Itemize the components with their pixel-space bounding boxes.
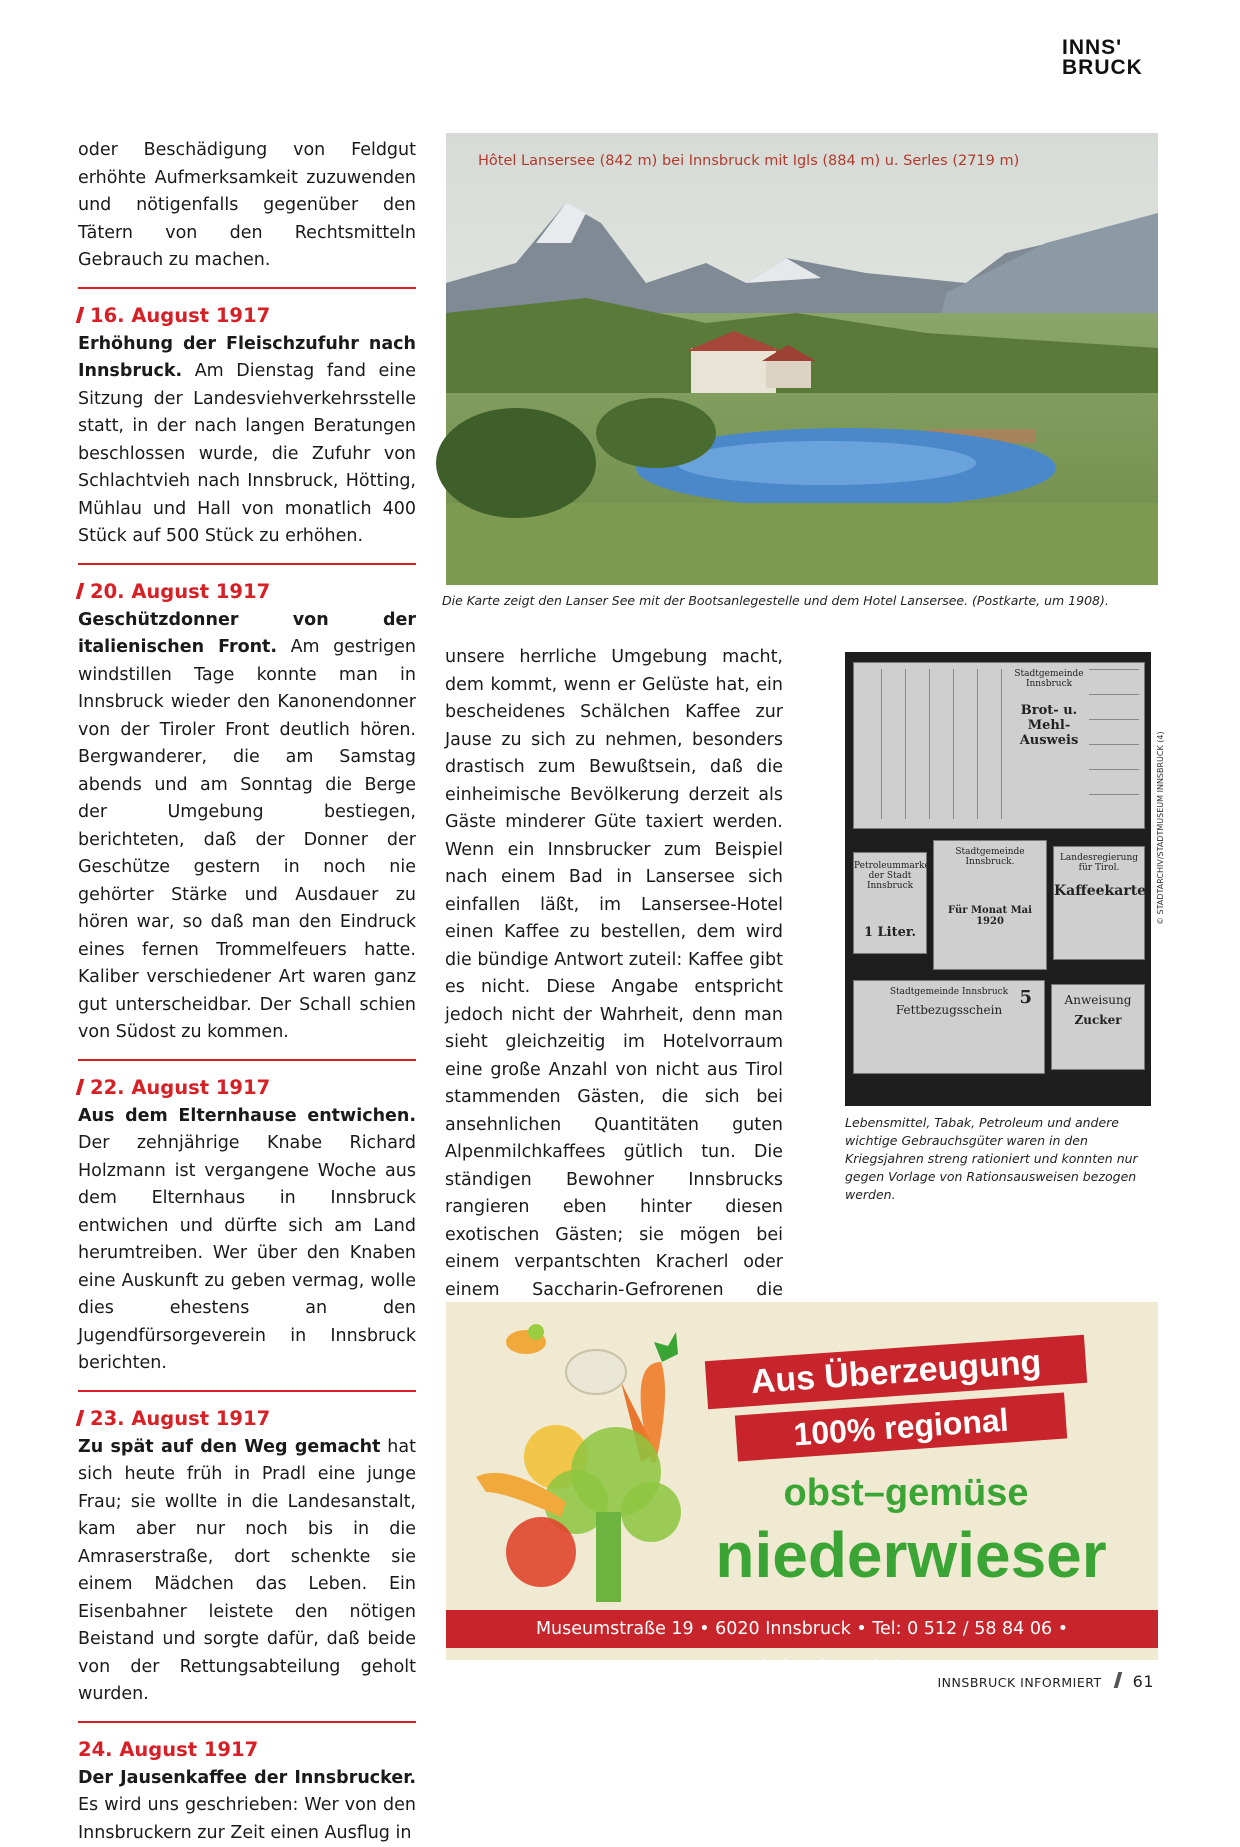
sugar-card [1051, 984, 1145, 1070]
coupon-column [1089, 669, 1139, 819]
ration-cards-caption: Lebensmittel, Tabak, Petroleum und andere wichtige Gebrauchsgüter waren in den Kriegsjahren streng rationiert und konnten nur gegen Vorlage von Rationsausweisen bezogen werden. [845, 1114, 1155, 1204]
logo-line-1: INNS' [1062, 38, 1143, 58]
entry-headline: Geschützdonner von der italienischen Front. [78, 610, 416, 658]
entry-body: hat sich heute früh in Pradl eine junge Frau; sie wollte in die Landesanstalt, kam aber nur noch bis in die Amraserstraße, dort schenkte sie einem Mädchen das Leben. Ein Eisenbahner leistete den nötigen Beistand und sorgte dafür, daß beide von der Rettungsabteilung geholt wurden. [78, 1437, 416, 1705]
divider [78, 1390, 416, 1392]
page-number: 61 [1133, 1672, 1154, 1691]
slogan-line-1: Aus Überzeugung [705, 1335, 1087, 1409]
news-entry [78, 1406, 416, 1709]
entry-date: 16. August 1917 [90, 304, 270, 327]
month-card-header: Stadtgemeinde Innsbruck. [934, 847, 1046, 867]
postcard-printed-title: Hôtel Lansersee (842 m) bei Innsbruck mit Igls (884 m) u. Serles (2719 m) [478, 153, 1019, 169]
coupon-grid [858, 669, 1008, 819]
advertisement[interactable] [446, 1302, 1158, 1660]
petroleum-card [853, 852, 927, 954]
left-column [78, 137, 416, 1847]
coffee-card-header: Landesregierung für Tirol. [1054, 853, 1144, 873]
entry-body: Der zehnjährige Knabe Richard Holzmann ist vergangene Woche aus dem Elternhaus in Innsbruck entwichen und dürfte sich am Land herumtreiben. Wer über den Knaben eine Auskunft zu geben vermag, wolle dies ehestens an den Jugendfürsorgeverein in Innsbruck berichten. [78, 1133, 416, 1373]
middle-column [445, 644, 783, 1332]
news-entry [78, 303, 416, 551]
bread-ration-card [853, 662, 1145, 829]
entry-date: 22. August 1917 [90, 1076, 270, 1099]
sugar-card-title: Anweisung [1052, 993, 1144, 1007]
postcard-image [446, 133, 1158, 585]
brand-name: niederwieser [676, 1520, 1146, 1590]
bread-card-title: Brot- u. Mehl-Ausweis [1014, 703, 1084, 748]
footer-slash [1114, 1672, 1123, 1688]
contact-bar[interactable]: Museumstraße 19 • 6020 Innsbruck • Tel: 0 512 / 58 84 06 • www.niederwieser.tirol [446, 1610, 1158, 1648]
photo-credit: © STADTARCHIV/STADTMUSEUM INNSBRUCK (4) [1156, 725, 1165, 925]
entry-body: Am Dienstag fand eine Sitzung der Landesviehverkehrsstelle statt, in der nach langen Beratungen beschlossen wurde, die Zufuhr von Schlachtvieh nach Innsbruck, Hötting, Mühlau und Hall von monatlich 400 Stück auf 500 Stück zu erhöhen. [78, 361, 416, 546]
coffee-card-title: Kaffeekarte [1054, 883, 1144, 899]
publication-name: INNSBRUCK INFORMIERT [938, 1675, 1102, 1690]
slash-marker [76, 1079, 85, 1095]
postcard-caption: Die Karte zeigt den Lanser See mit der Bootsanlegestelle und dem Hotel Lansersee. (Postkarte, um 1908). [442, 592, 1162, 610]
fat-card-title: Fettbezugsschein [854, 1003, 1044, 1017]
entry-headline: Erhöhung der Fleischzufuhr nach Innsbruck. [78, 334, 416, 382]
divider [78, 287, 416, 289]
fat-coupon-card [853, 980, 1045, 1074]
slash-marker [76, 307, 85, 323]
petroleum-title: Petroleummarke der Stadt Innsbruck [854, 861, 926, 891]
news-entry [78, 579, 416, 1047]
fat-card-header: Stadtgemeinde Innsbruck [854, 987, 1044, 997]
intro-text: oder Beschädigung von Feldgut erhöhte Aufmerksamkeit zuzuwenden und nötigenfalls gegenüber den Tätern von den Rechtsmitteln Gebrauch zu machen. [78, 137, 416, 275]
ration-cards-image [845, 652, 1151, 1106]
entry-body: Am gestrigen windstillen Tage konnte man in Innsbruck wieder den Kanonendonner von der Tiroler Front deutlich hören. Bergwanderer, die am Samstag abends und am Sonntag die Berge der Umgebung bestiegen, berichteten, daß der Donner der Geschütze gestern in noch nie gehörter Stärke und Ausdauer zu hören war, so daß man den Eindruck eines fernen Trommelfeuers hatte. Kaliber verschiedener Art waren ganz gut unterscheidbar. Der Schall schien von Südost zu kommen. [78, 637, 416, 1042]
news-entry [78, 1075, 416, 1378]
slogan-line-2: 100% regional [735, 1393, 1067, 1462]
postcard-illustration [446, 133, 1158, 585]
middle-column-text: unsere herrliche Umgebung macht, dem kommt, wenn er Gelüste hat, ein bescheidenes Schälchen Kaffee zur Jause zu sich zu nehmen, besonders drastisch zum Bewußtsein, daß die einheimische Bevölkerung derzeit als Gäste minderer Güte taxiert werden. Wenn ein Innsbrucker zum Beispiel nach einem Bad in Lansersee sich einfallen läßt, im Lansersee-Hotel einen Kaffee zu bestellen, dem wird die bündige Antwort zuteil: Kaffee gibt es nicht. Diese Angabe entspricht jedoch nicht der Wahrheit, denn man sieht gleichzeitig im Hotelvorraum eine große Anzahl von nicht aus Tirol stammenden Gästen, die sich bei ansehnlichen Quantitäten guten Alpenmilchkaffees gütlich tun. Die ständigen Bewohner Innsbrucks rangieren eben hinter diesen exotischen Gästen; sie mögen bei einem verpantschten Kracherl oder einem Saccharin-Gefrorenen die [445, 647, 783, 1327]
month-card-text: Für Monat Mai 1920 [934, 905, 1046, 927]
logo-line-2: BRUCK [1062, 58, 1143, 78]
fat-card-number: 5 [1019, 987, 1032, 1008]
slash-marker [76, 1410, 85, 1426]
entry-body: Es wird uns geschrieben: Wer von den Innsbruckern zur Zeit einen Ausflug in [78, 1795, 416, 1843]
bread-card-header: Stadtgemeinde Innsbruck [1014, 669, 1084, 689]
petroleum-amount: 1 Liter. [854, 925, 926, 940]
page-footer [938, 1672, 1155, 1691]
slash-marker [76, 583, 85, 599]
divider [78, 563, 416, 565]
entry-headline: Aus dem Elternhause entwichen. [78, 1106, 416, 1126]
brand-subtitle: obst–gemüse [676, 1472, 1136, 1515]
entry-headline: Der Jausenkaffee der Innsbrucker. [78, 1768, 416, 1788]
entry-headline: Zu spät auf den Weg gemacht [78, 1437, 380, 1457]
coffee-card [1053, 846, 1145, 960]
entry-date: 20. August 1917 [90, 580, 270, 603]
sugar-card-text: Zucker [1052, 1013, 1144, 1027]
entry-date: 23. August 1917 [90, 1407, 270, 1430]
divider [78, 1721, 416, 1723]
news-entry [78, 1737, 416, 1847]
entry-date: 24. August 1917 [78, 1738, 258, 1761]
monthly-ration-card [933, 840, 1047, 970]
divider [78, 1059, 416, 1061]
magazine-logo [1062, 38, 1143, 78]
